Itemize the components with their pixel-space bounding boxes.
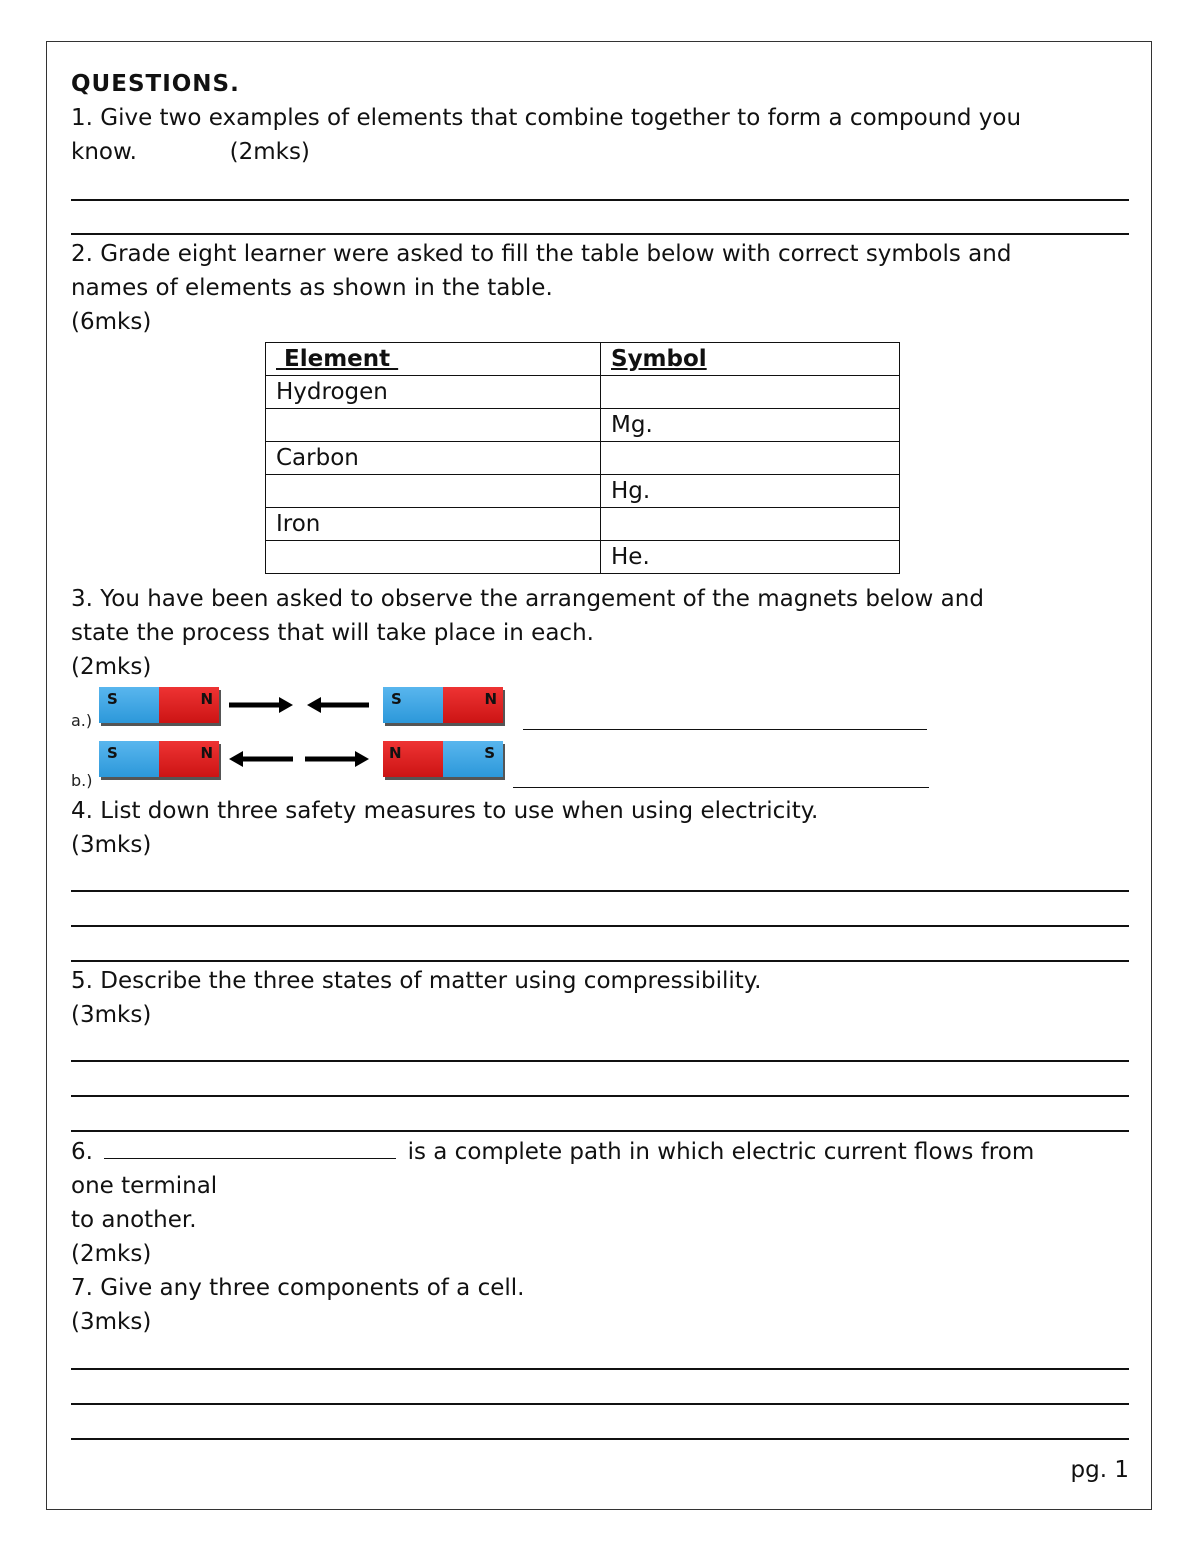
question-7-text: 7. Give any three components of a cell. <box>71 1275 525 1301</box>
table-cell-symbol[interactable] <box>601 508 900 541</box>
table-cell-symbol[interactable] <box>601 376 900 409</box>
table-row <box>266 475 900 508</box>
pole-south: S <box>99 741 159 777</box>
question-6-text-cont: one terminal <box>71 1173 218 1199</box>
question-5-marks: (3mks) <box>71 1002 152 1028</box>
table-row <box>266 409 900 442</box>
question-6-text <box>71 1135 1034 1169</box>
table-header-row <box>266 343 900 376</box>
answer-line[interactable] <box>71 233 1129 235</box>
magnet-bar <box>99 687 219 723</box>
question-5-text: 5. Describe the three states of matter using compressibility. <box>71 968 762 994</box>
table-cell-symbol[interactable] <box>601 442 900 475</box>
table-cell-element[interactable]: Hydrogen <box>266 376 601 409</box>
question-1-marks: (2mks) <box>229 139 310 165</box>
arrow-left-icon <box>229 751 243 767</box>
pole-south: S <box>443 741 503 777</box>
table-cell-symbol[interactable]: Mg. <box>601 409 900 442</box>
table-cell-element[interactable]: Iron <box>266 508 601 541</box>
magnet-bar <box>99 741 219 777</box>
answer-line[interactable] <box>71 890 1129 892</box>
elements-table <box>265 342 900 574</box>
arrow-right-icon <box>279 697 293 713</box>
table-cell-element[interactable]: Carbon <box>266 442 601 475</box>
magnet-diagram-a <box>71 687 1129 730</box>
pole-north: N <box>443 687 503 723</box>
magnet-bar <box>383 687 503 723</box>
page-frame <box>46 41 1152 1510</box>
pole-north: N <box>159 741 219 777</box>
answer-line[interactable] <box>71 199 1129 201</box>
magnet-bar <box>383 741 503 777</box>
magnet-diagram-b <box>71 741 1129 790</box>
table-cell-symbol[interactable]: He. <box>601 541 900 574</box>
question-6-marks: (2mks) <box>71 1241 152 1267</box>
question-6-rest: is a complete path in which electric current flows from <box>407 1139 1035 1165</box>
pole-south: S <box>99 687 159 723</box>
question-3-text: 3. You have been asked to observe the arrangement of the magnets below and <box>71 586 984 612</box>
pole-north: N <box>159 687 219 723</box>
question-7-marks: (3mks) <box>71 1309 152 1335</box>
page-number: pg. 1 <box>1070 1457 1129 1483</box>
table-row <box>266 442 900 475</box>
question-2-text-cont: names of elements as shown in the table. <box>71 275 553 301</box>
question-3-text-cont: state the process that will take place in each. <box>71 620 594 646</box>
table-row <box>266 508 900 541</box>
table-header-element: Element <box>266 343 601 376</box>
pole-north: N <box>383 741 443 777</box>
question-1-word: know. <box>71 139 137 165</box>
answer-line[interactable] <box>71 1368 1129 1370</box>
fill-in-blank[interactable] <box>104 1136 396 1159</box>
question-6-number: 6. <box>71 1139 93 1165</box>
arrow-left-icon <box>307 697 321 713</box>
question-6-text-cont: to another. <box>71 1207 197 1233</box>
question-1-text-cont <box>71 135 310 169</box>
question-1-text: 1. Give two examples of elements that combine together to form a compound you <box>71 105 1022 131</box>
answer-blank-b[interactable] <box>513 787 929 788</box>
table-cell-element[interactable] <box>266 409 601 442</box>
question-3-marks: (2mks) <box>71 654 152 680</box>
answer-line[interactable] <box>71 1438 1129 1440</box>
table-cell-symbol[interactable]: Hg. <box>601 475 900 508</box>
page-title: QUESTIONS. <box>71 71 240 97</box>
arrows-attract <box>227 693 377 717</box>
question-2-text: 2. Grade eight learner were asked to fill the table below with correct symbols and <box>71 241 1012 267</box>
arrow-right-icon <box>355 751 369 767</box>
label-a: a.) <box>71 711 93 730</box>
question-4-text: 4. List down three safety measures to use when using electricity. <box>71 798 819 824</box>
answer-line[interactable] <box>71 1060 1129 1062</box>
label-b: b.) <box>71 771 93 790</box>
arrows-repel <box>227 747 377 771</box>
answer-blank-a[interactable] <box>523 729 927 730</box>
table-cell-element[interactable] <box>266 541 601 574</box>
table-header-symbol: Symbol <box>601 343 900 376</box>
table-cell-element[interactable] <box>266 475 601 508</box>
question-4-marks: (3mks) <box>71 832 152 858</box>
table-row <box>266 376 900 409</box>
question-2-marks: (6mks) <box>71 309 152 335</box>
pole-south: S <box>383 687 443 723</box>
answer-line[interactable] <box>71 925 1129 927</box>
table-row <box>266 541 900 574</box>
answer-line[interactable] <box>71 1130 1129 1132</box>
answer-line[interactable] <box>71 1403 1129 1405</box>
answer-line[interactable] <box>71 1095 1129 1097</box>
answer-line[interactable] <box>71 960 1129 962</box>
